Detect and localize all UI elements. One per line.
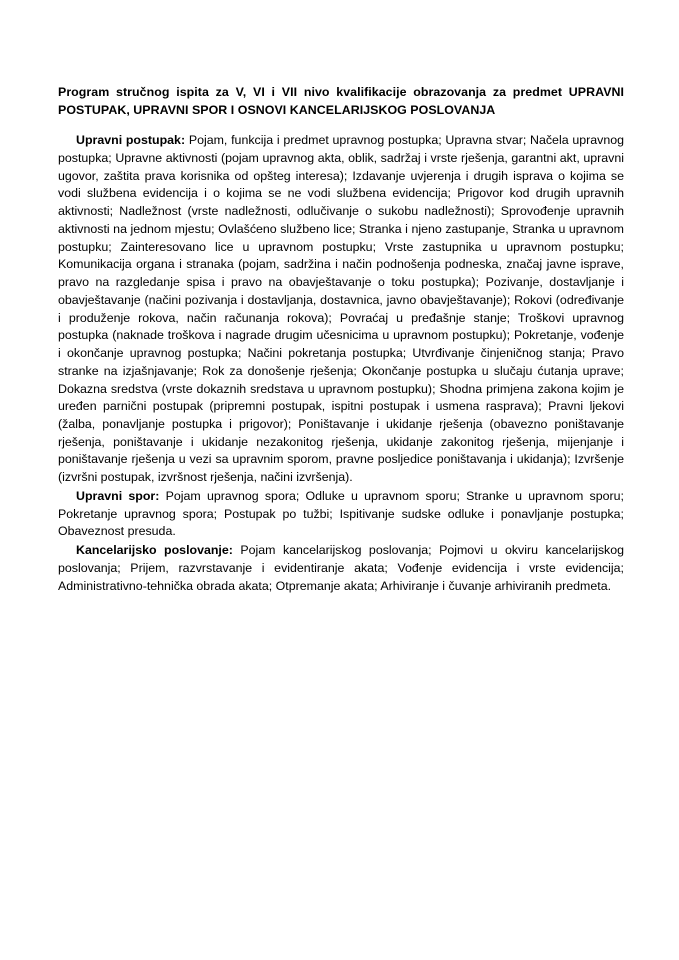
section-kancelarijsko-poslovanje: [58, 542, 624, 595]
section-kancelarijsko-poslovanje-lead: Kancelarijsko poslovanje:: [76, 543, 233, 558]
section-upravni-postupak-body: Pojam, funkcija i predmet upravnog postupka; Upravna stvar; Načela upravnog postupka; Upravne aktivnosti (pojam upravnog akta, oblik, sadržaj i vrste rješenja, garantni akt, upravni ugovor, zaštita prava korisnika od opšteg interesa); Izdavanje uvjerenja i drugih isprava o kojima se vodi službena evidencija i o kojima se ne vodi službena evidencija; Prigovor kod drugih upravnih aktivnosti; Nadležnost (vrste nadležnosti, odlučivanje o sukobu nadležnosti); Sprovođenje upravnih aktivnosti na jednom mjestu; Ovlašćeno službeno lice; Stranka i njeno zastupanje, Stranka u upravnom postupku; Zainteresovano lice u upravnom postupku; Vrste zastupnika u upravnom postupku; Komunikacija organa i stranaka (pojam, sadržina i način podnošenja podneska, značaj javne isprave, pravo na razgledanje spisa i pravo na obavještavanje o toku postupka); Pozivanje, dostavljanje i obavještavanje (načini pozivanja i dostavljanja, dostavnica, javno obavještavanje); Rokovi (određivanje i produženje rokova, način računanja rokova); Povraćaj u pređašnje stanje; Troškovi upravnog postupka (naknade troškova i nagrade drugim učesnicima u upravnom postupku); Pokretanje, vođenje i okončanje upravnog postupka; Načini pokretanja postupka; Utvrđivanje činjeničnog stanja; Pravo stranke na izjašnjavanje; Rok za donošenje rješenja; Okončanje postupka u slučaju ćutanja uprave; Dokazna sredstva (vrste dokaznih sredstava u upravnom postupku); Shodna primjena zakona kojim je uređen parnični postupak (pripremni postupak, ispitni postupak i usmena rasprava); Pravni ljekovi (žalba, ponavljanje postupka i prigovor); Poništavanje i ukidanje rješenja (obavezno poništavanje rješenja, poništavanje i ukidanje nezakonitog rješenja, ukidanje zakonitog rješenja, mijenjanje i poništavanje rješenja u vezi sa upravnim sporom, pravne posljedice poništavanja i ukidanja); Izvršenje (izvršni postupak, izvršnost rješenja, načini izvršenja).: [58, 133, 624, 485]
section-kancelarijsko-poslovanje-body: Pojam kancelarijskog poslovanja; Pojmovi u okviru kancelarijskog poslovanja; Prijem, razvrstavanje i evidentiranje akata; Vođenje evidencija i vrste evidencija; Administrativno-tehnička obrada akata; Otpremanje akata; Arhiviranje i čuvanje arhiviranih predmeta.: [58, 543, 624, 593]
section-upravni-spor: [58, 488, 624, 541]
section-upravni-spor-lead: Upravni spor:: [76, 488, 160, 503]
section-upravni-postupak: [58, 132, 624, 487]
section-upravni-spor-body: Pojam upravnog spora; Odluke u upravnom sporu; Stranke u upravnom sporu; Pokretanje upravnog spora; Postupak po tužbi; Ispitivanje sudske odluke i ponavljanje postupka; Obaveznost presuda.: [58, 488, 624, 539]
page-title: Program stručnog ispita za V, VI i VII nivo kvalifikacije obrazovanja za predmet UPRAVNI POSTUPAK, UPRAVNI SPOR I OSNOVI KANCELARIJSKOG POSLOVANJA: [58, 85, 624, 117]
section-upravni-postupak-lead: Upravni postupak:: [76, 133, 186, 148]
